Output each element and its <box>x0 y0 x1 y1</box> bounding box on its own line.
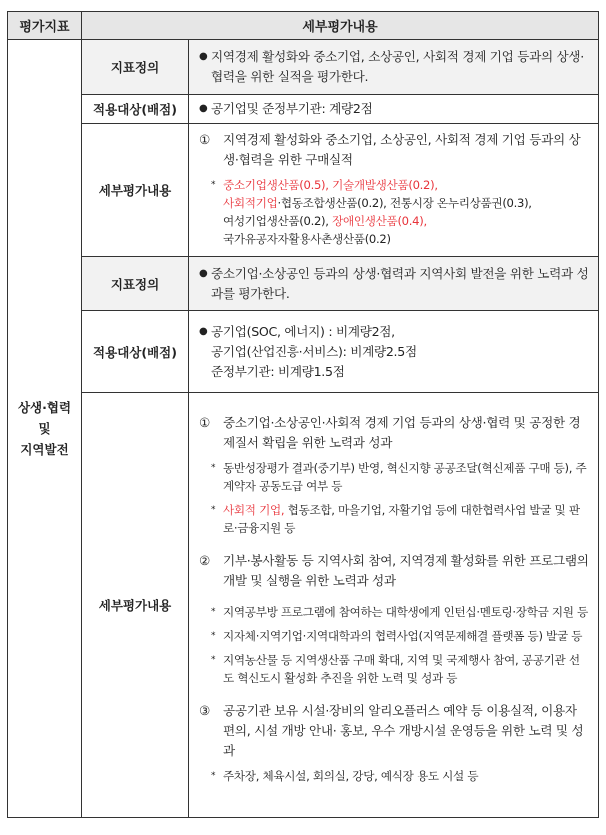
sub-text: 주차장, 체육시설, 회의실, 강당, 예식장 용도 시설 등 <box>223 769 479 783</box>
g2-item-1-sub-2 <box>211 501 590 537</box>
g1-definition-row <box>8 40 599 95</box>
g1-definition-content <box>189 40 599 95</box>
evaluation-table <box>7 11 599 818</box>
sub-red-text: 장애인생산품(0.4), <box>332 214 427 228</box>
g2-target-line: 공기업(SOC, 에너지) : 비계량2점, <box>211 323 395 339</box>
asterisk-icon: * <box>211 505 216 515</box>
g2-target-line: 공기업(산업진흥·서비스): 비계량2.5점 <box>211 343 417 359</box>
g1-detail-row <box>8 124 599 257</box>
sub-red-text: 기술개발생산품(0.2), <box>332 178 438 192</box>
g1-detail-sub <box>211 176 590 248</box>
sub-text: 협동조합, 마을기업, 자활기업 등에 대한협력사업 발굴 및 판로·금융지원 등 <box>223 503 580 535</box>
sub-text: 국가유공자자활용사촌생산품(0.2) <box>223 232 391 246</box>
circled-3-icon: ③ <box>199 703 210 718</box>
header-indicator: 평가지표 <box>8 12 82 40</box>
g2-item-3-sub-1 <box>211 767 590 785</box>
g1-detail-content <box>189 124 599 257</box>
g2-detail-item-2 <box>199 551 590 591</box>
g2-target-row <box>8 311 599 393</box>
g2-detail-item-3 <box>199 701 590 761</box>
g2-definition-content <box>189 257 599 311</box>
g2-target-label: 적용대상(배점) <box>82 311 189 393</box>
g2-target-content <box>189 311 599 393</box>
asterisk-icon: * <box>211 463 216 473</box>
g2-item-text: 중소기업·소상공인·사회적 경제 기업 등과의 상생·협력 및 공정한 경제질서 확립을 위한 노력과 성과 <box>223 415 581 450</box>
g2-item-2-sub-2 <box>211 627 590 645</box>
asterisk-icon: * <box>211 655 216 665</box>
g1-detail-item <box>199 130 590 170</box>
bullet-icon: ● <box>199 267 208 279</box>
sub-text: 지역공부방 프로그램에 참여하는 대학생에게 인턴십·멘토링·장학금 지원 등 <box>223 605 588 619</box>
sub-red-text: 중소기업생산품(0.5), <box>223 178 333 192</box>
bullet-icon: ● <box>199 103 208 114</box>
category-cell <box>8 40 82 818</box>
sub-text: 지자체·지역기업·지역대학과의 협력사업(지역문제해결 플랫폼 등) 발굴 등 <box>223 629 583 643</box>
g1-definition-text: 지역경제 활성화와 중소기업, 소상공인, 사회적 경제 기업 등과의 상생·협력을 위한 실적을 평가한다. <box>211 49 584 84</box>
sub-text: 여성기업생산품(0.2), <box>223 214 333 228</box>
g1-target-content <box>189 95 599 124</box>
g1-target-label: 적용대상(배점) <box>82 95 189 124</box>
category-line-1: 상생·협력 <box>17 400 72 415</box>
g1-detail-item-text: 지역경제 활성화와 중소기업, 소상공인, 사회적 경제 기업 등과의 상생·협력을 위한 구매실적 <box>223 132 581 167</box>
asterisk-icon: * <box>211 180 216 190</box>
g2-item-1-sub-1 <box>211 459 590 495</box>
category-line-3: 지역발전 <box>20 442 69 457</box>
g2-target-line: 준정부기관: 비계량1.5점 <box>211 363 345 379</box>
circled-1-icon: ① <box>199 415 210 430</box>
circled-2-icon: ② <box>199 553 210 568</box>
g1-target-row <box>8 95 599 124</box>
g2-item-2-sub-3 <box>211 651 590 687</box>
g2-definition-text: 중소기업·소상공인 등과의 상생·협력과 지역사회 발전을 위한 노력과 성과를 평가한다. <box>211 265 589 301</box>
g2-detail-row <box>8 393 599 818</box>
g2-item-text: 기부·봉사활동 등 지역사회 참여, 지역경제 활성화를 위한 프로그램의 개발 및 실행을 위한 노력과 성과 <box>223 553 589 588</box>
g2-item-2-sub-1 <box>211 603 590 621</box>
sub-red-text: 사회적기업 <box>223 196 278 210</box>
g2-definition-label: 지표정의 <box>82 257 189 311</box>
sub-red-text: 사회적 기업, <box>223 503 285 517</box>
g1-target-text: 공기업및 준정부기관: 계량2점 <box>211 101 373 116</box>
g2-detail-item-1 <box>199 413 590 453</box>
g2-item-text: 공공기관 보유 시설·장비의 알리오플러스 예약 등 이용실적, 이용자 편의, 시설 개방 안내· 홍보, 우수 개방시설 운영등을 위한 노력 및 성과 <box>223 703 584 758</box>
sub-text: ·협동조합생산품(0.2), 전통시장 온누리상품권(0.3), <box>277 196 532 210</box>
header-details: 세부평가내용 <box>82 12 599 40</box>
g1-detail-label: 세부평가내용 <box>82 124 189 257</box>
g2-detail-label: 세부평가내용 <box>82 393 189 818</box>
bullet-icon: ● <box>199 325 208 337</box>
asterisk-icon: * <box>211 607 216 617</box>
sub-text: 지역농산물 등 지역생산품 구매 확대, 지역 및 국제행사 참여, 공공기관 선도 혁신도시 활성화 추진을 위한 노력 및 성과 등 <box>223 653 580 685</box>
category-line-2: 및 <box>38 421 51 436</box>
bullet-icon: ● <box>199 51 208 62</box>
g2-definition-row <box>8 257 599 311</box>
g1-definition-label: 지표정의 <box>82 40 189 95</box>
header-row <box>8 12 599 40</box>
g2-detail-content <box>189 393 599 818</box>
sub-text: 동반성장평가 결과(중기부) 반영, 혁신지향 공공조달(혁신제품 구매 등), 주계약자 공동도급 여부 등 <box>223 461 587 493</box>
asterisk-icon: * <box>211 631 216 641</box>
circled-1-icon: ① <box>199 132 210 147</box>
asterisk-icon: * <box>211 771 216 781</box>
